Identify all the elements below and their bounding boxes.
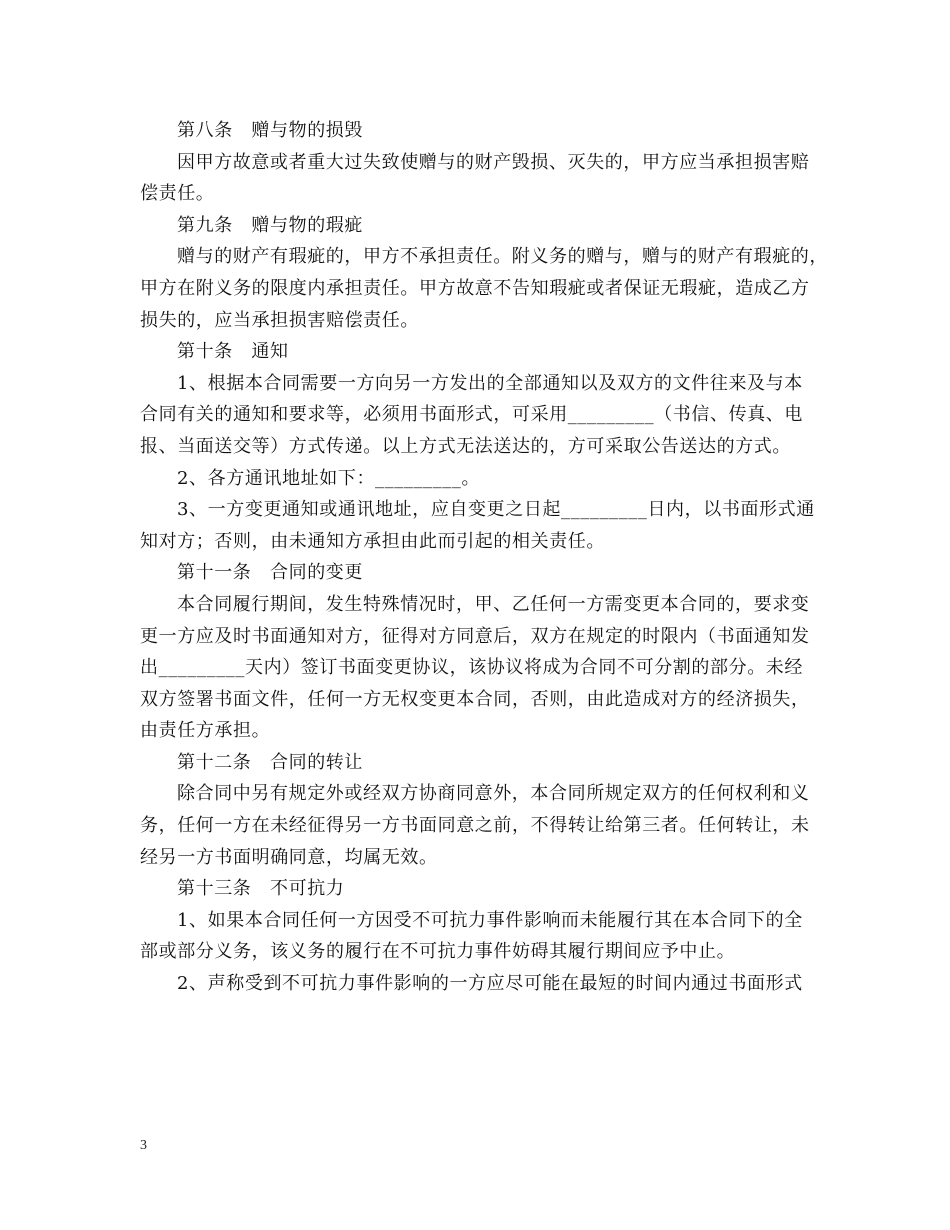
paragraph-line: 出_________天内）签订书面变更协议，该协议将成为合同不可分割的部分。未经 — [140, 657, 803, 679]
article-heading: 第十三条 不可抗力 — [177, 878, 345, 900]
paragraph-line: 报、当面送交等）方式传递。以上方式无法送达的，方可采取公告送达的方式。 — [140, 435, 791, 457]
paragraph-line: 2、声称受到不可抗力事件影响的一方应尽可能在最短的时间内通过书面形式 — [177, 973, 803, 995]
paragraph-line: 2、各方通讯地址如下：_________。 — [177, 467, 481, 489]
paragraph-line: 赠与的财产有瑕疵的，甲方不承担责任。附义务的赠与，赠与的财产有瑕疵的， — [177, 246, 828, 268]
paragraph-line: 本合同履行期间，发生特殊情况时，甲、乙任何一方需变更本合同的，要求变 — [177, 593, 810, 615]
paragraph-line: 更一方应及时书面通知对方，征得对方同意后，双方在规定的时限内（书面通知发 — [140, 625, 810, 647]
paragraph-line: 务，任何一方在未经征得另一方书面同意之前，不得转让给第三者。任何转让，未 — [140, 815, 810, 837]
article-heading: 第八条 赠与物的损毁 — [177, 120, 363, 141]
paragraph-line: 经另一方书面明确同意，均属无效。 — [140, 846, 438, 868]
paragraph-line: 部或部分义务，该义务的履行在不可抗力事件妨碍其履行期间应予中止。 — [140, 941, 736, 963]
document-body — [140, 115, 828, 1000]
paragraph-line: 1、如果本合同任何一方因受不可抗力事件影响而未能履行其在本合同下的全 — [177, 909, 803, 931]
article-heading: 第九条 赠与物的瑕疵 — [177, 214, 363, 236]
paragraph-line: 3、一方变更通知或通讯地址，应自变更之日起_________日内，以书面形式通 — [177, 499, 815, 521]
article-heading: 第十二条 合同的转让 — [177, 751, 363, 773]
paragraph-line: 双方签署书面文件，任何一方无权变更本合同，否则，由此造成对方的经济损失， — [140, 688, 810, 710]
paragraph-line: 由责任方承担。 — [140, 720, 271, 742]
paragraph-line: 知对方；否则，由未通知方承担由此而引起的相关责任。 — [140, 530, 605, 552]
paragraph-line: 1、根据本合同需要一方向另一方发出的全部通知以及双方的文件往来及与本 — [177, 372, 803, 394]
article-heading: 第十条 通知 — [177, 341, 289, 363]
page-number: 3 — [140, 1138, 147, 1153]
paragraph-line: 甲方在附义务的限度内承担责任。甲方故意不告知瑕疵或者保证无瑕疵，造成乙方 — [140, 277, 810, 299]
paragraph-line: 偿责任。 — [140, 183, 215, 205]
paragraph-line: 合同有关的通知和要求等，必须用书面形式，可采用_________（书信、传真、电 — [140, 404, 803, 426]
paragraph-line: 除合同中另有规定外或经双方协商同意外，本合同所规定双方的任何权利和义 — [177, 783, 810, 805]
paragraph-line: 因甲方故意或者重大过失致使赠与的财产毁损、灭失的，甲方应当承担损害赔 — [177, 151, 810, 173]
article-heading: 第十一条 合同的变更 — [177, 562, 363, 584]
paragraph-line: 损失的，应当承担损害赔偿责任。 — [140, 309, 419, 331]
